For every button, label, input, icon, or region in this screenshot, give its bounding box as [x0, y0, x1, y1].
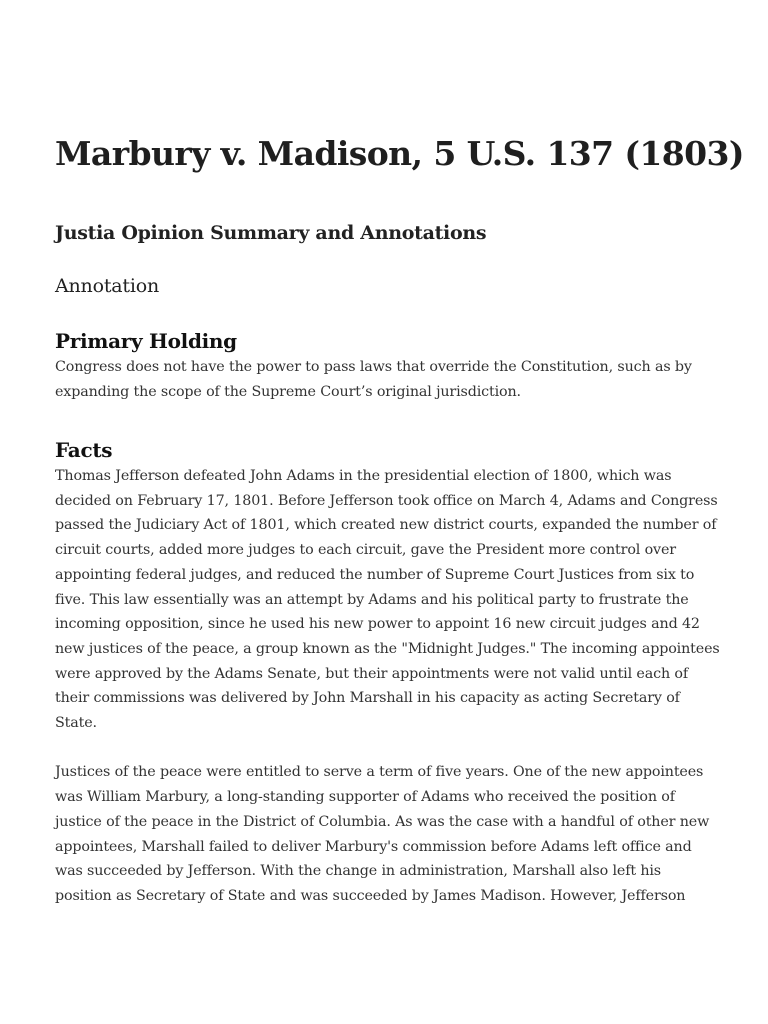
primary-holding-section — [55, 327, 720, 404]
facts-section — [55, 436, 720, 909]
facts-paragraph: Thomas Jefferson defeated John Adams in the presidential election of 1800, which was decided on February 17, 1801. Before Jefferson took office on March 4, Adams and Congress passed the Judiciary Act of 1801, which created new district courts, expanded the number of circuit courts, added more judges to each circuit, gave the President more control over appointing federal judges, and reduced the number of Supreme Court Justices from six to five. This law essentially was an attempt by Adams and his political party to frustrate the incoming opposition, since he used his new power to appoint 16 new circuit judges and 42 new justices of the peace, a group known as the "Midnight Judges." The incoming appointees were approved by the Adams Senate, but their appointments were not valid until each of their commissions was delivered by John Marshall in his capacity as acting Secretary of State. — [55, 468, 720, 732]
primary-holding-text: Congress does not have the power to pass laws that override the Constitution, such as by expanding the scope of the Supreme Court’s original jurisdiction. — [55, 359, 692, 400]
opinion-summary-heading: Justia Opinion Summary and Annotations — [55, 222, 487, 244]
annotation-heading: Annotation — [55, 275, 159, 297]
facts-paragraph: Justices of the peace were entitled to serve a term of five years. One of the new appointees was William Marbury, a long-standing supporter of Adams who received the position of justice of the peace in the District of Columbia. As was the case with a handful of other new appointees, Marshall failed to deliver Marbury's commission before Adams left office and was succeeded by Jefferson. With the change in administration, Marshall also left his position as Secretary of State and was succeeded by James Madison. However, Jefferson — [55, 764, 710, 904]
facts-heading: Facts — [55, 438, 113, 462]
case-title: Marbury v. Madison, 5 U.S. 137 (1803) — [55, 134, 744, 173]
primary-holding-heading: Primary Holding — [55, 329, 237, 353]
